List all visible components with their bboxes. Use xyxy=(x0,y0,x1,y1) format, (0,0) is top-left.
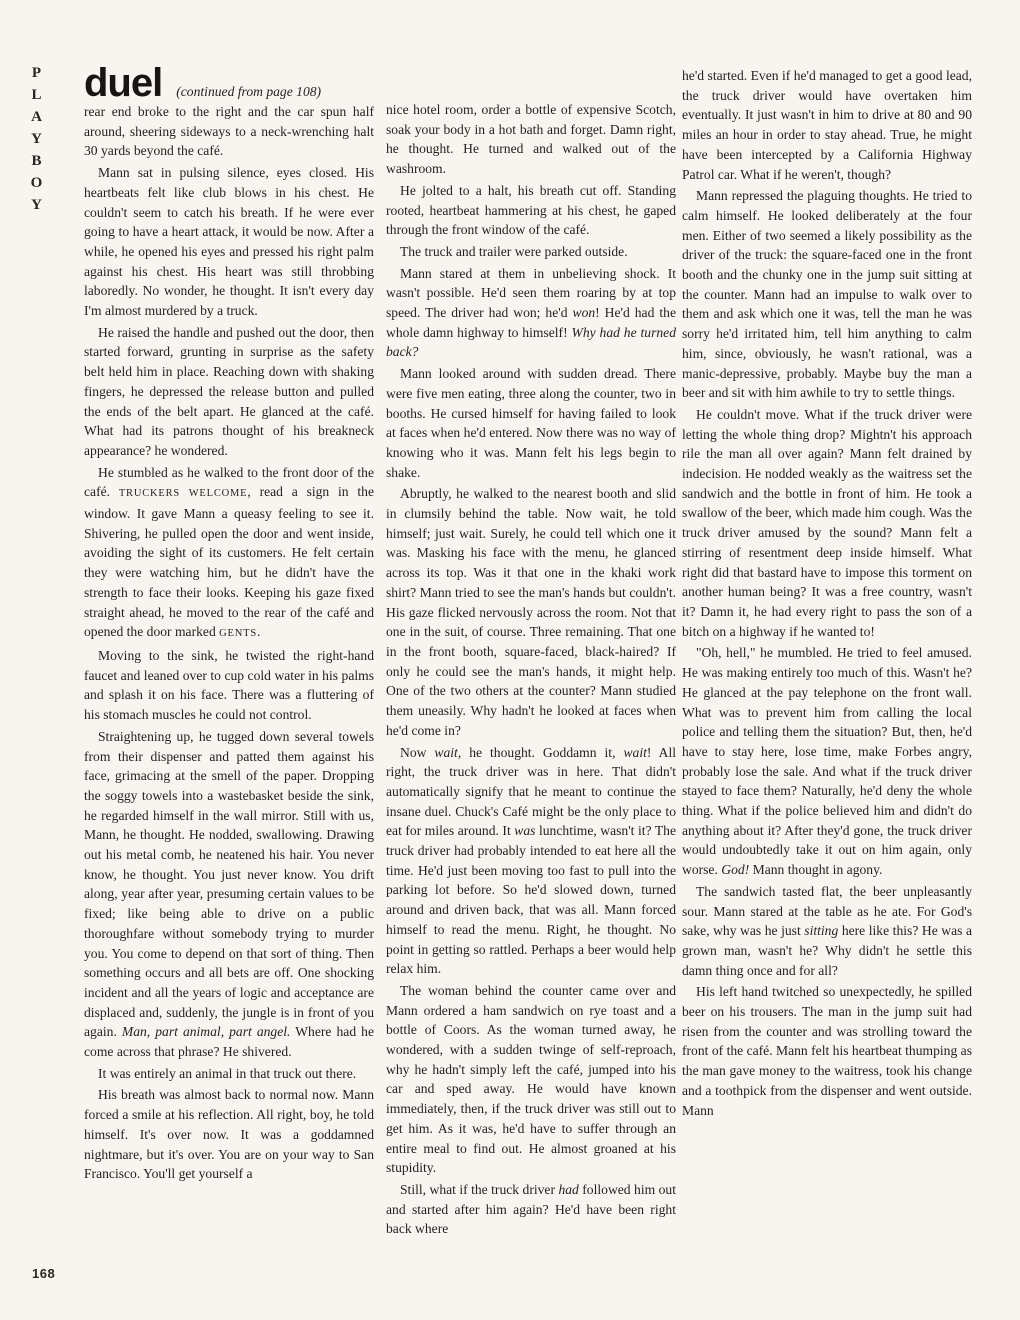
paragraph: Still, what if the truck driver had followed him out and started after him again? He'd have been right back where xyxy=(386,1181,676,1237)
text-column-2 xyxy=(386,100,676,1241)
paragraph: It was entirely an animal in that truck out there. xyxy=(98,1065,357,1081)
paragraph: rear end broke to the right and the car spun half around, sheering sideways to a neck-wrenching halt 30 yards beyond the café. xyxy=(84,104,374,159)
continued-note: (continued from page 108) xyxy=(176,84,322,99)
paragraph: He jolted to a halt, his breath cut off. Standing rooted, heartbeat hammering at his chest, he gaped through the front window of the café. xyxy=(386,182,676,238)
magazine-letter: A xyxy=(31,109,43,125)
magazine-letter: Y xyxy=(31,131,43,147)
paragraph: Moving to the sink, he twisted the right-hand faucet and leaned over to cup cold water in his palms and splash it on his face. There was a fluttering of his stomach muscles he could not control. xyxy=(84,647,374,723)
paragraph: The woman behind the counter came over and Mann ordered a ham sandwich on rye toast and a bottle of Coors. As the woman turned away, he wondered, with a sudden twinge of self-reproach, why he hadn't simply left the café, jumped into his car and sped away. He would have known immediately, then, if the truck driver was still out to get him. As it was, he'd have to suffer through an entire meal to find out. He almost groaned at his stupidity. xyxy=(386,982,676,1176)
text-column-3 xyxy=(682,66,972,1122)
sign-text: TRUCKERS WELCOME xyxy=(118,488,248,500)
paragraph: Straightening up, he tugged down several towels from their dispenser and patted them against his face, grimacing at the smell of the paper. Dropping the soggy towels into a wastebasket beside the sink, he regarded himself in the wall mirror. Still with us, Mann, he thought. He nodded, swallowing. Drawing out his metal comb, he neatened his hair. You never know, he thought. You just never know. You drift along, year after year, presuming certain values to be fixed; like being able to drive on a public thoroughfare without somebody trying to murder you. You come to depend on that sort of thing. Then something occurs and all bets are off. One shocking incident and all the years of logic and acceptance are displaced and, suddenly, the jungle is in front of you again. Man, part animal, part angel. Where had he come across that phrase? He shivered. xyxy=(84,728,374,1060)
paragraph: Mann stared at them in unbelieving shock. It wasn't possible. He'd seen them roaring by at top speed. The driver had won; he'd won! He'd had the whole damn highway to himself! Why had he turned back? xyxy=(386,265,676,360)
paragraph: he'd started. Even if he'd managed to get a good lead, the truck driver would have overtaken him eventually. It just wasn't in him to drive at 80 and 90 miles an hour in order to stay ahead. True, he might have been intercepted by a California Highway Patrol car. What if he weren't, though? xyxy=(682,68,972,182)
paragraph: His breath was almost back to normal now. Mann forced a smile at his reflection. All right, boy, he told himself. It's over now. It was a goddamned nightmare, but it's over. You are on your way to San Francisco. You'll get yourself a xyxy=(84,1087,374,1182)
magazine-letter: Y xyxy=(31,197,43,213)
paragraph: "Oh, hell," he mumbled. He tried to feel amused. He was making entirely too much of this. Wasn't he? He glanced at the pay telephone on the front wall. What was to prevent him from calling the local police and telling them the situation? But, then, he'd have to stay here, lose time, make Forbes angry, probably lose the sale. And what if the truck driver stayed to face them? Naturally, he'd deny the whole thing. What if the police believed him and didn't do anything about it? After they'd gone, the truck driver would undoubtedly take it out on him again, only worse. God! Mann thought in agony. xyxy=(682,645,972,878)
article-title: duel xyxy=(84,61,163,105)
magazine-letter: L xyxy=(31,87,43,103)
text-column-1 xyxy=(84,61,374,1186)
paragraph: The sandwich tasted flat, the beer unpleasantly sour. Mann stared at the table as he ate. For God's sake, why was he just sitting here like this? He was a grown man, wasn't he? Why didn't he settle this damn thing once and for all? xyxy=(682,883,972,978)
paragraph: He raised the handle and pushed out the door, then started forward, grunting in surprise as the safety belt held him in place. Reaching down with shaking fingers, he depressed the release button and pulled the ends of the belt apart. He glanced at the café. What had its patrons thought of his breakneck appearance? he wondered. xyxy=(84,324,374,458)
door-sign-text: GENTS xyxy=(219,628,257,640)
paragraph: The truck and trailer were parked outside. xyxy=(400,243,628,259)
article-header xyxy=(84,61,374,105)
magazine-letter: O xyxy=(30,175,44,191)
paragraph: He stumbled as he walked to the front door of the café. TRUCKERS WELCOME, read a sign in the window. It gave Mann a queasy feeling to see it. Shivering, he pulled open the door and went inside, avoiding the sight of its customers. He felt certain they were watching him, but he didn't have the strength to face their looks. Keeping his gaze fixed straight ahead, he moved to the rear of the café and opened the door marked GENTS. xyxy=(84,464,374,640)
magazine-letter: B xyxy=(31,153,43,169)
paragraph: Mann sat in pulsing silence, eyes closed. His heartbeats felt like club blows in his chest. He couldn't seem to catch his breath. If he were ever going to have a heart attack, it would be now. After a while, he opened his eyes and pressed his right palm against his chest. His heart was still throbbing laboredly. No wonder, he thought. It isn't every day I'm almost murdered by a truck. xyxy=(84,165,374,319)
page-number: 168 xyxy=(32,1266,56,1281)
paragraph: Mann looked around with sudden dread. There were five men eating, three along the counter, two in booths. He cursed himself for having failed to look at faces when he'd entered. Now there was no way of knowing who it was. Mann felt his legs begin to shake. xyxy=(386,366,676,480)
paragraph: He couldn't move. What if the truck driver were letting the whole thing drop? Mightn't his approach rile the man all over again? Mann felt drained by indecision. He nodded weakly as the waitress set the sandwich and the bottle in front of him. He took a swallow of the beer, which made him cough. Was the truck driver amused by the sound? Mann felt a stirring of resentment deep inside himself. What right did that bastard have to impose this torment on another human being? It was a free country, wasn't it? Damn it, he had every right to pass the son of a bitch on a highway if he wanted to! xyxy=(682,406,972,639)
paragraph: Mann repressed the plaguing thoughts. He tried to calm himself. He looked deliberately at the four men. Either of two seemed a likely possibility as the driver of the truck: the square-faced one in the front booth and the chunky one in the jump suit sitting at the counter. Mann had an impulse to walk over to them and ask which one it was, tell the man he was sorry he'd irritated him, tell him anything to calm him, since, obviously, he wasn't rational, was a manic-depressive, probably. Maybe buy the man a beer and sit with him awhile to try to settle things. xyxy=(682,188,972,401)
paragraph: nice hotel room, order a bottle of expensive Scotch, soak your body in a hot bath and forget. Damn right, he thought. He turned and walked out of the washroom. xyxy=(386,102,676,177)
paragraph: His left hand twitched so unexpectedly, he spilled beer on his trousers. The man in the jump suit had risen from the counter and was strolling toward the front of the café. Mann felt his heartbeat thumping as the man gave money to the waitress, took his change and a toothpick from the dispenser and went outside. Mann xyxy=(682,984,972,1118)
magazine-letter: P xyxy=(31,65,43,81)
paragraph: Abruptly, he walked to the nearest booth and slid in clumsily behind the table. Now wait, he told himself; just wait. Surely, he could tell which one it was. Masking his face with the menu, he glanced across its top. Was it that one in the khaki work shirt? Mann tried to see the man's hands but couldn't. His gaze flicked nervously across the room. Not that one in the suit, of course. Three remaining. That one in the front booth, square-faced, black-haired? If only he could see the man's hands, it might help. One of the two others at the counter? Mann studied them uneasily. Why hadn't he looked at faces when he'd come in? xyxy=(386,486,676,738)
magazine-name xyxy=(24,62,50,216)
paragraph: Now wait, he thought. Goddamn it, wait! All right, the truck driver was in here. That didn't automatically signify that he meant to continue the insane duel. Chuck's Café might be the only place to eat for miles around. It was lunchtime, wasn't it? The truck driver had probably intended to eat here all the time. He'd just been moving too fast to pull into the parking lot before. So he'd slowed down, turned around and driven back, that was all. Mann forced himself to read the menu. Right, he thought. No point in getting so rattled. Perhaps a beer would help relax him. xyxy=(386,744,677,977)
